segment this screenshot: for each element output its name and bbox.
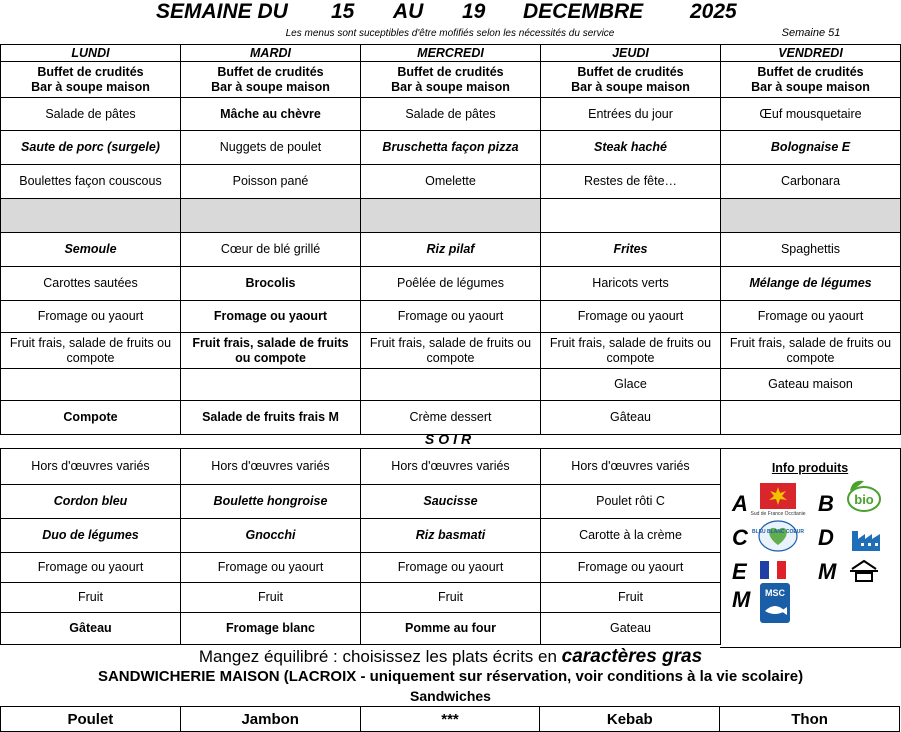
menu-cell [361, 199, 541, 233]
menu-cell: Saute de porc (surgele) [1, 131, 181, 165]
sandwich-option: Kebab [540, 707, 720, 732]
menu-cell: Fruit [1, 583, 181, 613]
product-info-panel [720, 448, 901, 648]
menu-cell [721, 401, 901, 435]
menu-cell: Crème dessert [361, 401, 541, 435]
menu-cell [181, 199, 361, 233]
menu-cell: Duo de légumes [1, 519, 181, 553]
menu-cell: Riz pilaf [361, 233, 541, 267]
dinner-menu-table [0, 448, 721, 645]
menu-cell: Frites [541, 233, 721, 267]
menu-cell [1, 199, 181, 233]
lunch-row [1, 98, 901, 131]
menu-cell: Hors d'œuvres variés [361, 449, 541, 485]
sandwich-option: Poulet [1, 707, 181, 732]
menu-cell: Fromage ou yaourt [1, 301, 181, 333]
soir-title: SOIR [424, 431, 476, 447]
menu-cell: Fromage ou yaourt [361, 553, 541, 583]
menu-cell: Gateau maison [721, 369, 901, 401]
menu-cell: Fruit frais, salade de fruits ou compote [181, 333, 361, 369]
menu-cell: Semoule [1, 233, 181, 267]
lunch-row [1, 131, 901, 165]
lunch-menu-table [0, 44, 901, 435]
menu-cell [541, 199, 721, 233]
day-header: MARDI [181, 45, 361, 62]
menu-cell [181, 369, 361, 401]
menu-cell: Fromage ou yaourt [541, 553, 721, 583]
menu-cell: Fruit frais, salade de fruits ou compote [541, 333, 721, 369]
dinner-row [1, 583, 721, 613]
menu-cell: Poêlée de légumes [361, 267, 541, 301]
buffet-cell: Buffet de crudités Bar à soupe maison [181, 62, 361, 98]
menu-cell: Gnocchi [181, 519, 361, 553]
menu-cell: Cœur de blé grillé [181, 233, 361, 267]
home-made-icon [848, 559, 880, 583]
menu-cell: Brocolis [181, 267, 361, 301]
menu-cell: Compote [1, 401, 181, 435]
label-b: B [818, 491, 834, 516]
dinner-row [1, 613, 721, 645]
french-flag-icon [760, 561, 786, 579]
sandwiches-title: Sandwiches [410, 688, 491, 704]
menu-cell: Gateau [541, 613, 721, 645]
lunch-row [1, 369, 901, 401]
menu-cell [361, 369, 541, 401]
label-c: C [732, 525, 748, 550]
bold-characters-text: caractères gras [561, 646, 703, 667]
lunch-row [1, 165, 901, 199]
day-header: VENDREDI [721, 45, 901, 62]
sandwich-option: *** [360, 707, 540, 732]
msc-text: MSC [765, 588, 785, 598]
menu-cell: Pomme au four [361, 613, 541, 645]
menu-cell: Carbonara [721, 165, 901, 199]
lunch-row [1, 401, 901, 435]
menu-cell: Fromage ou yaourt [1, 553, 181, 583]
menu-cell: Carotte à la crème [541, 519, 721, 553]
buffet-cell: Buffet de crudités Bar à soupe maison [1, 62, 181, 98]
menu-cell: Fromage ou yaourt [181, 553, 361, 583]
menu-cell: Mâche au chèvre [181, 98, 361, 131]
bio-logo-icon [844, 477, 882, 515]
lunch-row [1, 333, 901, 369]
menu-cell: Salade de pâtes [361, 98, 541, 131]
menu-cell: Fromage ou yaourt [721, 301, 901, 333]
year-label: 2025 [690, 0, 737, 23]
bbc-text: BLEU BLANC COEUR [752, 529, 804, 535]
menu-cell: Hors d'œuvres variés [181, 449, 361, 485]
buffet-cell: Buffet de crudités Bar à soupe maison [721, 62, 901, 98]
week-label: SEMAINE DU [156, 0, 288, 23]
dinner-row [1, 519, 721, 553]
menu-cell: Fromage ou yaourt [361, 301, 541, 333]
menu-cell: Boulettes façon couscous [1, 165, 181, 199]
day-header: JEUDI [541, 45, 721, 62]
label-m-msc: M [732, 587, 751, 612]
week-header [0, 0, 901, 24]
msc-logo-icon [760, 583, 790, 623]
dinner-row [1, 485, 721, 519]
balanced-eating-message: Mangez équilibré : choisissez les plats écrits en caractères gras [198, 646, 703, 667]
menu-cell: Fruit [181, 583, 361, 613]
menu-cell: Fruit frais, salade de fruits ou compote [1, 333, 181, 369]
sandwich-option: Thon [720, 707, 900, 732]
dinner-row [1, 449, 721, 485]
menu-cell: Fruit [361, 583, 541, 613]
start-day: 15 [331, 0, 355, 23]
day-header: MERCREDI [361, 45, 541, 62]
lunch-row [1, 301, 901, 333]
separator-row [1, 199, 901, 233]
menu-cell: Steak haché [541, 131, 721, 165]
label-a: A [732, 491, 748, 516]
sandwicherie-title: SANDWICHERIE MAISON (LACROIX - uniquement sur réservation, voir conditions à la vie scolaire) [97, 668, 804, 685]
menu-cell: Hors d'œuvres variés [541, 449, 721, 485]
month-label: DECEMBRE [523, 0, 644, 23]
menu-cell: Bruschetta façon pizza [361, 131, 541, 165]
menu-cell: Fruit frais, salade de fruits ou compote [721, 333, 901, 369]
product-info-title: Info produits [771, 461, 849, 475]
occitanie-logo-icon [750, 483, 806, 517]
menu-cell: Fromage blanc [181, 613, 361, 645]
menu-cell: Fruit [541, 583, 721, 613]
sandwiches-table [0, 706, 900, 732]
menu-cell: Fromage ou yaourt [541, 301, 721, 333]
bio-text: bio [854, 492, 874, 507]
menu-cell: Mélange de légumes [721, 267, 901, 301]
day-header-row [1, 45, 901, 62]
menu-cell: Omelette [361, 165, 541, 199]
menu-cell: Fromage ou yaourt [181, 301, 361, 333]
sandwich-option: Jambon [180, 707, 360, 732]
menu-cell: Gâteau [541, 401, 721, 435]
lunch-row [1, 267, 901, 301]
menu-cell: Gâteau [1, 613, 181, 645]
menu-cell: Fruit frais, salade de fruits ou compote [361, 333, 541, 369]
menu-cell [721, 199, 901, 233]
dinner-row [1, 553, 721, 583]
menu-cell [1, 369, 181, 401]
lunch-row [1, 233, 901, 267]
menu-cell: Poisson pané [181, 165, 361, 199]
end-day: 19 [462, 0, 486, 23]
label-e: E [732, 559, 747, 584]
menu-cell: Poulet rôti C [541, 485, 721, 519]
occitanie-caption: Sud de France Occitanie [750, 511, 806, 517]
menu-cell: Riz basmati [361, 519, 541, 553]
menu-cell: Cordon bleu [1, 485, 181, 519]
menu-cell: Boulette hongroise [181, 485, 361, 519]
menu-cell: Spaghettis [721, 233, 901, 267]
menu-cell: Carottes sautées [1, 267, 181, 301]
modification-note: Les menus sont suceptibles d'être mofifiés selon les nécessités du service [285, 28, 615, 39]
buffet-row [1, 62, 901, 98]
menu-cell: Hors d'œuvres variés [1, 449, 181, 485]
label-d: D [818, 525, 834, 550]
menu-cell: Saucisse [361, 485, 541, 519]
label-m-home: M [818, 559, 837, 584]
week-number: Semaine 51 [781, 27, 841, 39]
day-header: LUNDI [1, 45, 181, 62]
menu-cell: Nuggets de poulet [181, 131, 361, 165]
au-label: AU [393, 0, 424, 23]
menu-cell: Bolognaise E [721, 131, 901, 165]
bleu-blanc-coeur-logo-icon [752, 519, 804, 553]
menu-cell: Haricots verts [541, 267, 721, 301]
menu-cell: Restes de fête… [541, 165, 721, 199]
menu-cell: Glace [541, 369, 721, 401]
menu-cell: Œuf mousquetaire [721, 98, 901, 131]
buffet-cell: Buffet de crudités Bar à soupe maison [541, 62, 721, 98]
menu-cell: Salade de pâtes [1, 98, 181, 131]
factory-icon [850, 521, 884, 553]
menu-cell: Entrées du jour [541, 98, 721, 131]
menu-cell: Salade de fruits frais M [181, 401, 361, 435]
buffet-cell: Buffet de crudités Bar à soupe maison [361, 62, 541, 98]
